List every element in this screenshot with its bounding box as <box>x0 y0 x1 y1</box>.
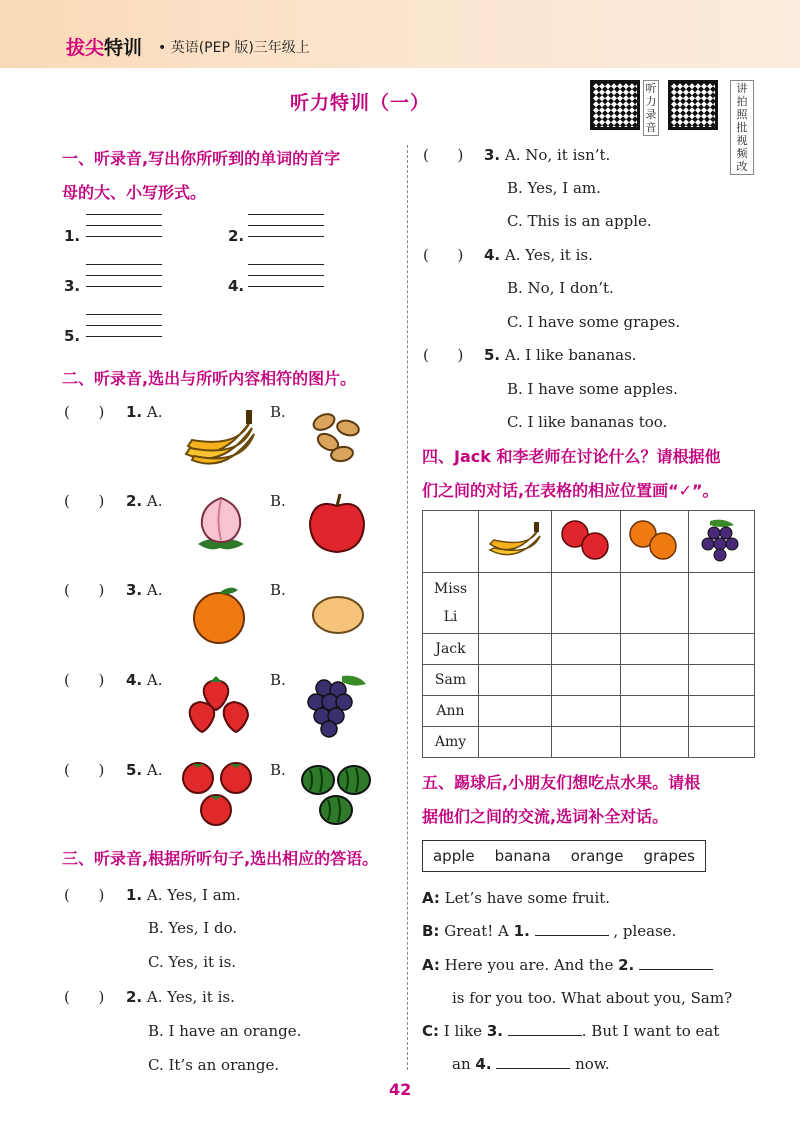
fruit-table <box>422 510 755 758</box>
blank-3[interactable] <box>508 1022 582 1036</box>
apple-icon[interactable] <box>304 492 370 556</box>
s1-item-3-label: 3. <box>64 277 81 295</box>
watermelons-icon[interactable] <box>300 762 372 830</box>
s1-item-1-label: 1. <box>64 227 81 245</box>
answer-paren[interactable]: ( ) <box>64 403 105 421</box>
s2-q4: 4. A. <box>126 671 163 689</box>
dialog-line-3: A: Here you are. And the 2. <box>422 956 713 974</box>
section3-heading: 三、听录音,根据所听句子,选出相应的答语。 <box>62 849 379 868</box>
answer-paren[interactable]: ( ) <box>64 886 105 904</box>
strawberries-icon[interactable] <box>186 676 250 734</box>
s1-writing-lines-3[interactable] <box>86 264 162 298</box>
grapes-icon[interactable] <box>302 672 372 738</box>
qr-label-listening: 听力录音 <box>643 80 659 136</box>
table-cell[interactable] <box>620 727 688 758</box>
page-header <box>0 0 800 68</box>
table-cell[interactable] <box>689 665 755 696</box>
blank-4[interactable] <box>496 1055 570 1069</box>
table-header-grapes <box>689 511 755 573</box>
peanuts-icon[interactable] <box>306 410 366 464</box>
section5-heading: 五、踢球后,小朋友们想吃点水果。请根 据他们之间的交流,选词补全对话。 <box>422 773 701 826</box>
s3-q3-c: C. This is an apple. <box>507 212 652 230</box>
s1-writing-lines-1[interactable] <box>86 214 162 248</box>
s2-q3: 3. A. <box>126 581 163 599</box>
table-header-orange <box>620 511 688 573</box>
apple-icon <box>559 518 613 562</box>
egg-icon[interactable] <box>310 594 366 636</box>
s1-item-4-label: 4. <box>228 277 245 295</box>
s3-q2-a: 2. A. Yes, it is. <box>126 988 235 1006</box>
s3-q3-a: 3. A. No, it isn’t. <box>484 146 611 164</box>
qr-code-video-icon[interactable] <box>668 80 718 130</box>
tomatoes-icon[interactable] <box>180 760 256 828</box>
s3-q1-a: 1. A. Yes, I am. <box>126 886 241 904</box>
answer-paren[interactable]: ( ) <box>64 761 105 779</box>
row-name-sam: Sam <box>423 665 479 696</box>
section1-heading: 一、听录音,写出你所听到的单词的首字 母的大、小写形式。 <box>62 149 341 202</box>
table-cell[interactable] <box>479 573 552 634</box>
s1-writing-lines-4[interactable] <box>248 264 324 298</box>
s3-q2-c: C. It’s an orange. <box>148 1056 280 1074</box>
word-orange: orange <box>570 847 624 865</box>
word-apple: apple <box>432 847 475 865</box>
table-cell[interactable] <box>479 727 552 758</box>
s2-q2-b-label: B. <box>270 492 286 510</box>
brand-logo: 拔尖特训 <box>66 37 143 59</box>
s3-q1-c: C. Yes, it is. <box>148 953 237 971</box>
qr-code-listening-icon[interactable] <box>590 80 640 130</box>
s3-q4-c: C. I have some grapes. <box>507 313 681 331</box>
table-cell[interactable] <box>479 665 552 696</box>
row-name-ann: Ann <box>423 696 479 727</box>
row-name-amy: Amy <box>423 727 479 758</box>
section4-heading: 四、Jack 和李老师在讨论什么？请根据他 们之间的对话,在表格的相应位置画“✓”。 <box>422 447 721 500</box>
s3-q4-a: 4. A. Yes, it is. <box>484 246 593 264</box>
blank-1[interactable] <box>535 922 609 936</box>
peach-icon[interactable] <box>190 492 252 556</box>
section2-heading: 二、听录音,选出与所听内容相符的图片。 <box>62 369 357 388</box>
blank-2[interactable] <box>639 956 713 970</box>
page-number: 42 <box>389 1080 412 1099</box>
banana-icon[interactable] <box>182 404 258 466</box>
s1-item-5-label: 5. <box>64 327 81 345</box>
qr-label-video: 讲拍照批视频改 <box>730 80 754 175</box>
s2-q5-b-label: B. <box>270 761 286 779</box>
table-cell[interactable] <box>620 634 688 665</box>
s1-item-2-label: 2. <box>228 227 245 245</box>
table-cell[interactable] <box>552 573 620 634</box>
answer-paren[interactable]: ( ) <box>423 246 464 264</box>
table-cell[interactable] <box>620 665 688 696</box>
table-cell[interactable] <box>552 696 620 727</box>
row-name-jack: Jack <box>423 634 479 665</box>
s2-q4-b-label: B. <box>270 671 286 689</box>
word-banana: banana <box>494 847 551 865</box>
dialog-line-6: an 4. now. <box>452 1055 610 1073</box>
banana-icon <box>486 520 544 560</box>
answer-paren[interactable]: ( ) <box>64 988 105 1006</box>
orange-icon[interactable] <box>190 582 248 646</box>
s1-writing-lines-5[interactable] <box>86 314 162 348</box>
answer-paren[interactable]: ( ) <box>423 346 464 364</box>
book-subtitle: • 英语(PEP 版)三年级上 <box>158 40 310 56</box>
dialog-line-2: B: Great! A 1. , please. <box>422 922 677 940</box>
s3-q5-b: B. I have some apples. <box>507 380 678 398</box>
table-header-apple <box>552 511 620 573</box>
s3-q2-b: B. I have an orange. <box>148 1022 302 1040</box>
table-cell[interactable] <box>620 696 688 727</box>
table-cell[interactable] <box>552 727 620 758</box>
s1-writing-lines-2[interactable] <box>248 214 324 248</box>
dialog-line-4: is for you too. What about you, Sam? <box>452 989 733 1007</box>
table-cell[interactable] <box>689 727 755 758</box>
table-cell[interactable] <box>689 634 755 665</box>
orange-icon <box>627 518 681 562</box>
table-cell[interactable] <box>552 665 620 696</box>
table-cell[interactable] <box>479 634 552 665</box>
answer-paren[interactable]: ( ) <box>64 492 105 510</box>
page-title: 听力特训（一） <box>290 92 431 114</box>
s2-q1: 1. A. <box>126 403 163 421</box>
s3-q4-b: B. No, I don’t. <box>507 279 614 297</box>
table-corner <box>423 511 479 573</box>
grapes-icon <box>696 517 748 563</box>
s3-q1-b: B. Yes, I do. <box>148 919 238 937</box>
table-cell[interactable] <box>479 696 552 727</box>
table-cell[interactable] <box>620 573 688 634</box>
s3-q3-b: B. Yes, I am. <box>507 179 601 197</box>
dialog-line-5: C: I like 3. . But I want to eat <box>422 1022 720 1040</box>
s2-q5: 5. A. <box>126 761 163 779</box>
table-cell[interactable] <box>689 573 755 634</box>
s3-q5-a: 5. A. I like bananas. <box>484 346 637 364</box>
s3-q5-c: C. I like bananas too. <box>507 413 668 431</box>
table-cell[interactable] <box>689 696 755 727</box>
word-bank <box>422 840 706 872</box>
table-cell[interactable] <box>552 634 620 665</box>
word-grapes: grapes <box>643 847 695 865</box>
answer-paren[interactable]: ( ) <box>64 581 105 599</box>
column-divider <box>407 145 408 1070</box>
s2-q2: 2. A. <box>126 492 163 510</box>
answer-paren[interactable]: ( ) <box>64 671 105 689</box>
table-header-banana <box>479 511 552 573</box>
s2-q3-b-label: B. <box>270 581 286 599</box>
answer-paren[interactable]: ( ) <box>423 146 464 164</box>
s2-q1-b-label: B. <box>270 403 286 421</box>
row-name-miss-li: Miss Li <box>423 573 479 634</box>
dialog-line-1: A: Let’s have some fruit. <box>422 889 611 907</box>
